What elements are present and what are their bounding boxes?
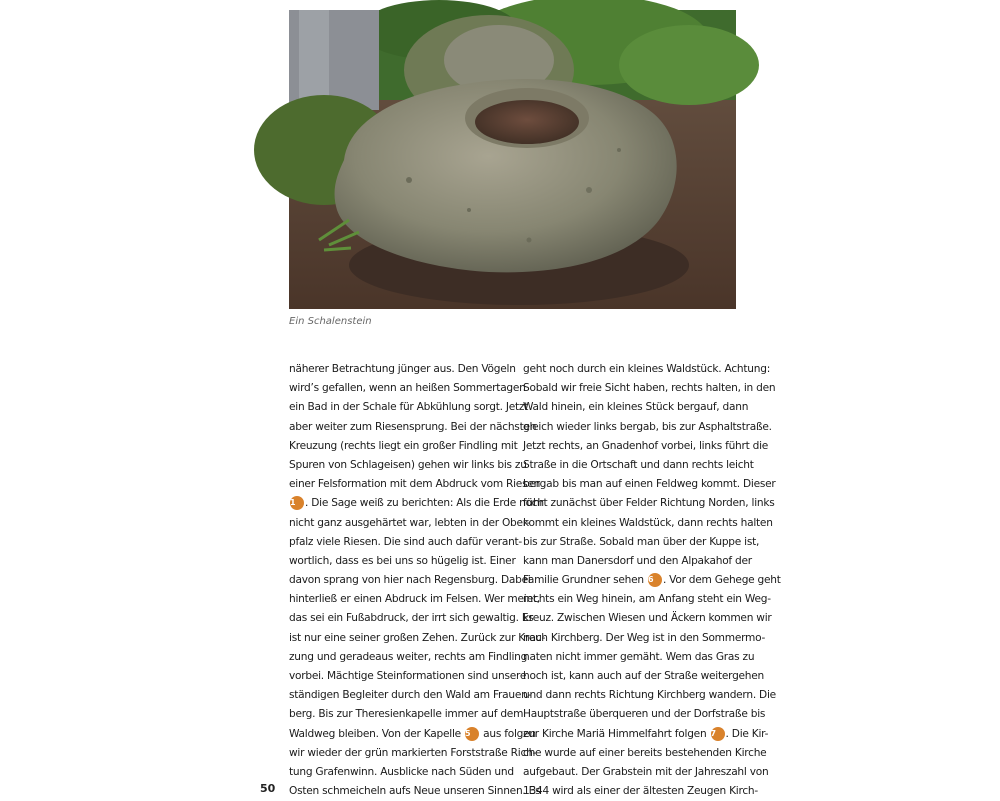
text-line: hoch ist, kann auch auf der Straße weitergehen [523, 670, 765, 682]
text-line: hinterließ er einen Abdruck im Felsen. Wer meint, [289, 593, 540, 606]
waypoint-marker: 7 [711, 727, 725, 741]
waypoint-marker: 5 [465, 727, 479, 741]
waypoint-marker: 6 [648, 573, 662, 587]
text-line [523, 571, 781, 590]
text-line: 1344 wird als einer der ältesten Zeugen Kirch- [523, 785, 758, 798]
text-line: nach Kirchberg. Der Weg ist in den Sommermo- [523, 631, 766, 644]
photo-schalenstein [289, 10, 736, 309]
text-fragment: . Vor dem Gehege geht [662, 574, 781, 587]
text-fragment: . Die Kir- [725, 727, 769, 740]
text-line: aufgebaut. Der Grabstein mit der Jahreszahl von [523, 765, 769, 778]
text-line: bis zur Straße. Sobald man über der Kuppe ist, [523, 535, 760, 548]
text-column-right [523, 360, 781, 801]
text-line: das sei ein Fußabdruck, der irrt sich gewaltig. Es [289, 612, 534, 625]
photo-caption: Ein Schalenstein [289, 316, 372, 327]
text-line: wortlich, dass es bei uns so hügelig ist. Einer [289, 554, 516, 567]
text-line: aber weiter zum Riesensprung. Bei der nächsten [289, 420, 537, 433]
text-line: Osten schmeicheln aufs Neue unseren Sinnen. Es [289, 785, 541, 798]
text-line: Spuren von Schlageisen) gehen wir links bis zu [289, 458, 527, 471]
text-line: pfalz viele Riesen. Die sind auch dafür verant- [289, 535, 523, 548]
text-line [289, 494, 544, 513]
text-line [289, 725, 536, 744]
text-line: ist nur eine seiner großen Zehen. Zurück zur Kreu- [289, 631, 546, 644]
waypoint-marker: 1 [290, 496, 304, 510]
text-fragment: Familie Grundner sehen [523, 574, 644, 587]
text-line: che wurde auf einer bereits bestehenden Kirche [523, 746, 767, 759]
text-line: Kreuzung (rechts liegt ein großer Findling mit [289, 439, 518, 452]
text-line: tung Grafenwinn. Ausblicke nach Süden und [289, 765, 514, 778]
text-line: ein Bad in der Schale für Abkühlung sorgt. Jetzt [289, 401, 529, 414]
text-line: Sobald wir freie Sicht haben, rechts halten, in den [523, 382, 776, 395]
text-column-left [289, 360, 546, 801]
text-line: wird’s gefallen, wenn an heißen Sommertagen [289, 382, 526, 395]
text-line: zung und geradeaus weiter, rechts am Findling [289, 650, 528, 663]
text-line: geht noch durch ein kleines Waldstück. Achtung: [523, 363, 771, 375]
text-line: einer Felsformation mit dem Abdruck vom Riesen [289, 478, 541, 491]
text-line: kann man Danersdorf und den Alpakahof der [523, 554, 752, 567]
text-line: vorbei. Mächtige Steinformationen sind unsere [289, 670, 527, 682]
text-line: Straße in die Ortschaft und dann rechts leicht [523, 458, 754, 471]
text-line: kreuz. Zwischen Wiesen und Äckern kommen wir [523, 612, 772, 625]
text-line: näherer Betrachtung jünger aus. Den Vögeln [289, 363, 516, 375]
text-fragment: . Die Sage weiß zu berichten: Als die Erde noch [305, 497, 544, 510]
text-fragment: Waldweg bleiben. Von der Kapelle [289, 727, 461, 740]
text-line: naten nicht immer gemäht. Wem das Gras zu [523, 650, 755, 663]
text-line: nicht ganz ausgehärtet war, lebten in der Ober- [289, 516, 530, 529]
text-line: wir wieder der grün markierten Forststraße Rich- [289, 746, 537, 759]
text-line: Hauptstraße überqueren und der Dorfstraße bis [523, 708, 766, 721]
text-line: bergab bis man auf einen Feldweg kommt. Dieser [523, 478, 776, 491]
text-line: davon sprang von hier nach Regensburg. Dabei [289, 574, 531, 587]
text-line [523, 725, 769, 744]
text-line: ständigen Begleiter durch den Wald am Frauen- [289, 689, 532, 702]
text-line: gleich wieder links bergab, bis zur Asphaltstraße. [523, 420, 772, 433]
text-line: rechts ein Weg hinein, am Anfang steht ein Weg- [523, 593, 771, 606]
text-line: und dann rechts Richtung Kirchberg wandern. Die [523, 689, 776, 702]
text-line: Jetzt rechts, an Gnadenhof vorbei, links führt die [523, 439, 769, 452]
page-number: 50 [260, 782, 276, 795]
text-fragment: aus folgen [483, 727, 536, 740]
text-line: Wald hinein, ein kleines Stück bergauf, dann [523, 401, 749, 414]
text-line: führt zunächst über Felder Richtung Norden, links [523, 497, 775, 510]
text-fragment: zur Kirche Mariä Himmelfahrt folgen [523, 727, 707, 740]
text-line: kommt ein kleines Waldstück, dann rechts halten [523, 516, 773, 529]
text-line: berg. Bis zur Theresienkapelle immer auf dem [289, 708, 524, 721]
